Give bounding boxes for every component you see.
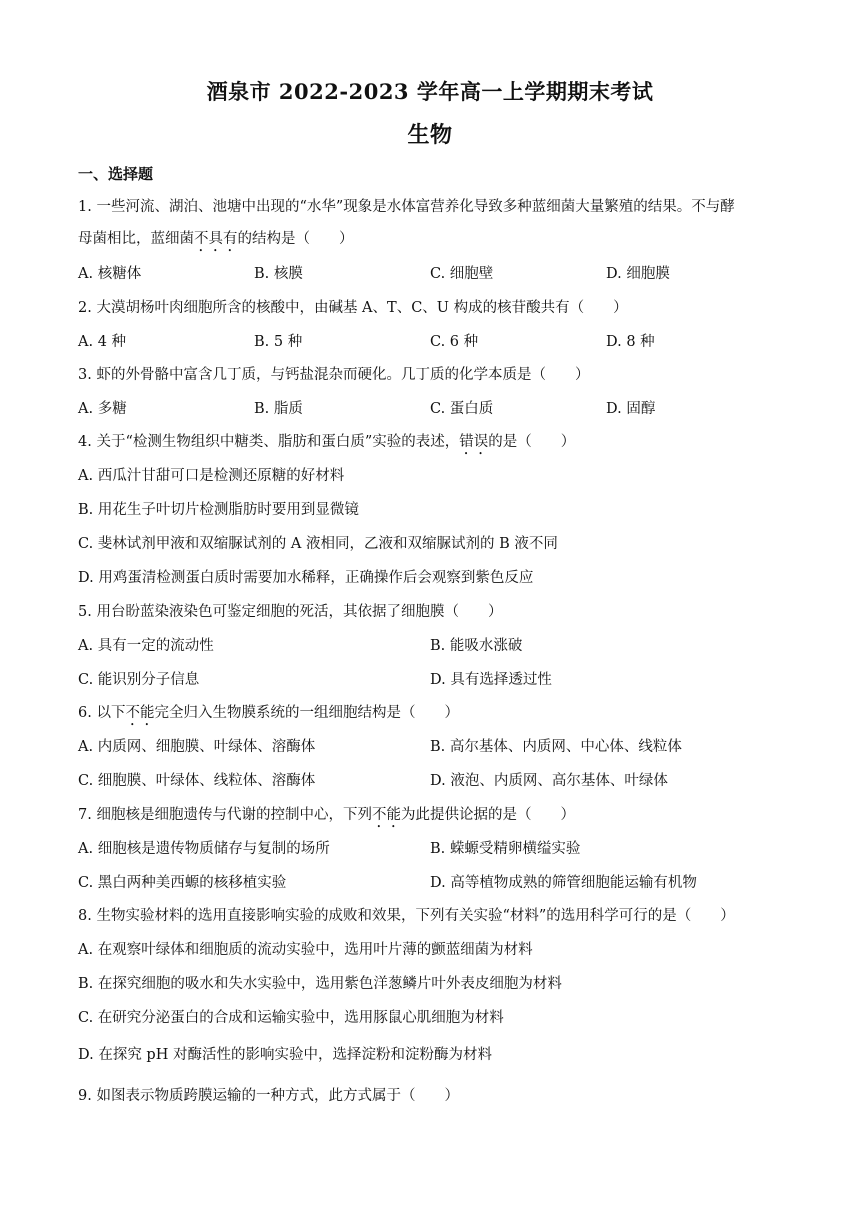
question-1-option-b: B. 核膜: [254, 266, 303, 282]
question-8-option-d: D. 在探究 pH 对酶活性的影响实验中，选择淀粉和淀粉酶为材料: [78, 1047, 492, 1063]
question-6-emphasis: 不能: [125, 705, 155, 721]
question-6-option-a: A. 内质网、细胞膜、叶绿体、溶酶体: [78, 739, 316, 755]
question-6-option-d: D. 液泡、内质网、高尔基体、叶绿体: [430, 773, 668, 789]
question-2-option-b: B. 5 种: [254, 334, 303, 350]
question-8-option-a: A. 在观察叶绿体和细胞质的流动实验中，选用叶片薄的颤蓝细菌为材料: [78, 942, 533, 958]
question-1-option-c: C. 细胞壁: [430, 266, 494, 282]
question-4-emphasis: 错误: [459, 434, 489, 450]
question-4-option-a: A. 西瓜汁甘甜可口是检测还原糖的好材料: [78, 468, 345, 484]
question-8-option-c: C. 在研究分泌蛋白的合成和运输实验中，选用豚鼠心肌细胞为材料: [78, 1010, 504, 1026]
question-7-option-d: D. 高等植物成熟的筛管细胞能运输有机物: [430, 875, 697, 891]
question-3-option-c: C. 蛋白质: [430, 401, 494, 417]
question-6-option-c: C. 细胞膜、叶绿体、线粒体、溶酶体: [78, 773, 316, 789]
question-1-text: 母菌相比，蓝细菌: [78, 231, 194, 247]
question-3-stem: 3. 虾的外骨骼中富含几丁质，与钙盐混杂而硬化。几丁质的化学本质是（ ）: [78, 367, 590, 383]
question-6-text: 6. 以下: [78, 705, 126, 721]
question-6-text-end: 完全归入生物膜系统的一组细胞结构是（ ）: [154, 705, 459, 721]
question-4-option-b: B. 用花生子叶切片检测脂肪时要用到显微镜: [78, 502, 359, 518]
question-4-stem: [78, 432, 575, 458]
question-5-option-a: A. 具有一定的流动性: [78, 638, 214, 654]
question-4-option-d: D. 用鸡蛋清检测蛋白质时需要加水稀释，正确操作后会观察到紫色反应: [78, 570, 534, 586]
question-7-text-end: 为此提供论据的是（ ）: [400, 807, 575, 823]
question-9-stem: 9. 如图表示物质跨膜运输的一种方式，此方式属于（ ）: [78, 1088, 459, 1104]
question-7-option-a: A. 细胞核是遗传物质储存与复制的场所: [78, 841, 330, 857]
question-3-option-d: D. 固醇: [606, 401, 656, 417]
section-heading: 一、选择题: [78, 165, 154, 183]
question-7-stem: [78, 805, 575, 831]
question-3-option-a: A. 多糖: [78, 401, 127, 417]
question-4-option-c: C. 斐林试剂甲液和双缩脲试剂的 A 液相同，乙液和双缩脲试剂的 B 液不同: [78, 536, 558, 552]
question-7-option-b: B. 蝾螈受精卵横缢实验: [430, 841, 581, 857]
question-1-option-a: A. 核糖体: [78, 266, 142, 282]
question-2-option-a: A. 4 种: [78, 334, 127, 350]
question-1-emphasis: 不具有: [194, 231, 238, 247]
question-5-option-d: D. 具有选择透过性: [430, 672, 552, 688]
question-1-stem-line1: 1. 一些河流、湖泊、池塘中出现的“水华”现象是水体富营养化导致多种蓝细菌大量繁殖的结果。不与酵: [78, 199, 735, 215]
question-1-text-end: 的结构是（ ）: [237, 231, 354, 247]
question-6-stem: [78, 703, 459, 729]
question-4-text-end: 的是（ ）: [488, 434, 576, 450]
exam-title: 酒泉市 2022-2023 学年高一上学期期末考试: [206, 79, 654, 104]
question-5-option-b: B. 能吸水涨破: [430, 638, 523, 654]
question-1-option-d: D. 细胞膜: [606, 266, 670, 282]
question-8-option-b: B. 在探究细胞的吸水和失水实验中，选用紫色洋葱鳞片叶外表皮细胞为材料: [78, 976, 562, 992]
question-1-stem-line2: [78, 229, 354, 255]
question-6-option-b: B. 高尔基体、内质网、中心体、线粒体: [430, 739, 682, 755]
question-4-text: 4. 关于“检测生物组织中糖类、脂肪和蛋白质”实验的表述，: [78, 434, 460, 450]
question-2-option-d: D. 8 种: [606, 334, 655, 350]
question-7-emphasis: 不能: [371, 807, 401, 823]
question-3-option-b: B. 脂质: [254, 401, 303, 417]
question-8-stem: 8. 生物实验材料的选用直接影响实验的成败和效果，下列有关实验“材料”的选用科学可行的是（ ）: [78, 908, 735, 924]
question-2-stem: 2. 大漠胡杨叶肉细胞所含的核酸中，由碱基 A、T、C、U 构成的核苷酸共有（ ）: [78, 300, 628, 316]
question-7-option-c: C. 黑白两种美西螈的核移植实验: [78, 875, 287, 891]
question-5-option-c: C. 能识别分子信息: [78, 672, 200, 688]
question-2-option-c: C. 6 种: [430, 334, 479, 350]
question-5-stem: 5. 用台盼蓝染液染色可鉴定细胞的死活，其依据了细胞膜（ ）: [78, 604, 503, 620]
question-7-text: 7. 细胞核是细胞遗传与代谢的控制中心，下列: [78, 807, 372, 823]
exam-subject: 生物: [407, 122, 453, 148]
